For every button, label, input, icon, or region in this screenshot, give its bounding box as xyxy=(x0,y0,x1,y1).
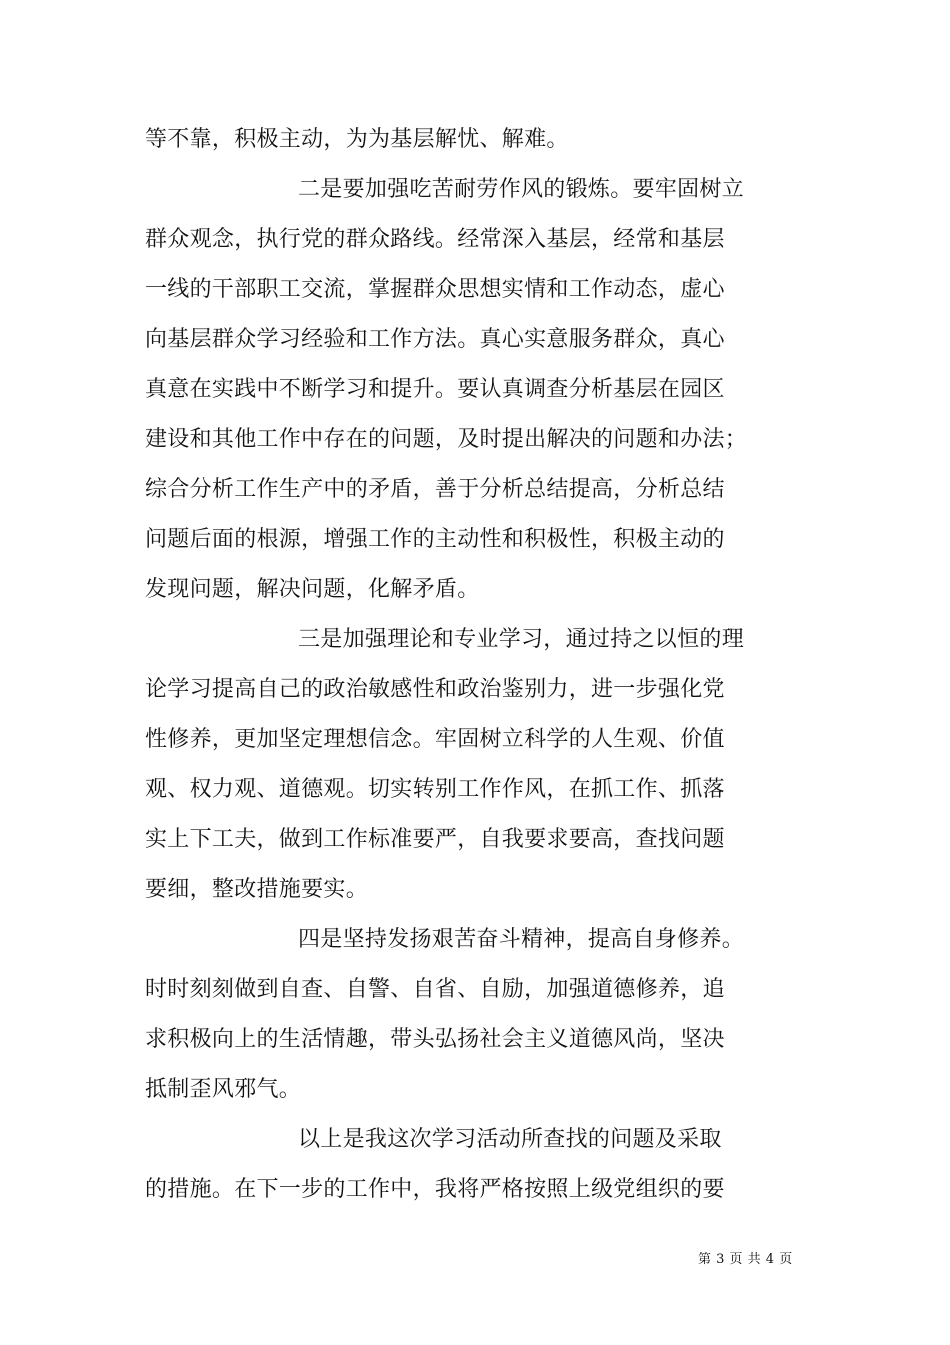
text-line: 真意在实践中不断学习和提升。要认真调查分析基层在园区 xyxy=(145,377,725,402)
paragraph-start-line: 以上是我这次学习活动所查找的问题及采取 xyxy=(298,1127,722,1152)
paragraph-start-line: 二是要加强吃苦耐劳作风的锻炼。要牢固树立 xyxy=(298,177,745,202)
text-line: 要细，整改措施要实。 xyxy=(145,877,369,902)
paragraph-start-line: 三是加强理论和专业学习，通过持之以恒的理 xyxy=(298,627,745,652)
text-line: 抵制歪风邪气。 xyxy=(145,1077,302,1102)
text-line: 建设和其他工作中存在的问题，及时提出解决的问题和办法； xyxy=(145,427,748,452)
paragraph-start-line: 四是坚持发扬艰苦奋斗精神，提高自身修养。 xyxy=(298,927,745,952)
text-line: 的措施。在下一步的工作中，我将严格按照上级党组织的要 xyxy=(145,1177,725,1202)
text-line: 等不靠，积极主动，为为基层解忧、解难。 xyxy=(145,127,569,152)
text-line: 论学习提高自己的政治敏感性和政治鉴别力，进一步强化党 xyxy=(145,677,725,702)
text-line: 综合分析工作生产中的矛盾，善于分析总结提高，分析总结 xyxy=(145,477,725,502)
text-line: 向基层群众学习经验和工作方法。真心实意服务群众，真心 xyxy=(145,327,725,352)
text-line: 一线的干部职工交流，掌握群众思想实情和工作动态，虚心 xyxy=(145,277,725,302)
text-line: 群众观念，执行党的群众路线。经常深入基层，经常和基层 xyxy=(145,227,725,252)
text-line: 发现问题，解决问题，化解矛盾。 xyxy=(145,577,480,602)
text-line: 求积极向上的生活情趣，带头弘扬社会主义道德风尚，坚决 xyxy=(145,1027,725,1052)
page-number-footer: 第 3 页 共 4 页 xyxy=(698,1252,793,1267)
text-line: 时时刻刻做到自查、自警、自省、自励，加强道德修养，追 xyxy=(145,977,725,1002)
text-line: 问题后面的根源，增强工作的主动性和积极性，积极主动的 xyxy=(145,527,725,552)
text-line: 观、权力观、道德观。切实转别工作作风，在抓工作、抓落 xyxy=(145,777,725,802)
text-line: 实上下工夫，做到工作标准要严，自我要求要高，查找问题 xyxy=(145,827,725,852)
text-line: 性修养，更加坚定理想信念。牢固树立科学的人生观、价值 xyxy=(145,727,725,752)
